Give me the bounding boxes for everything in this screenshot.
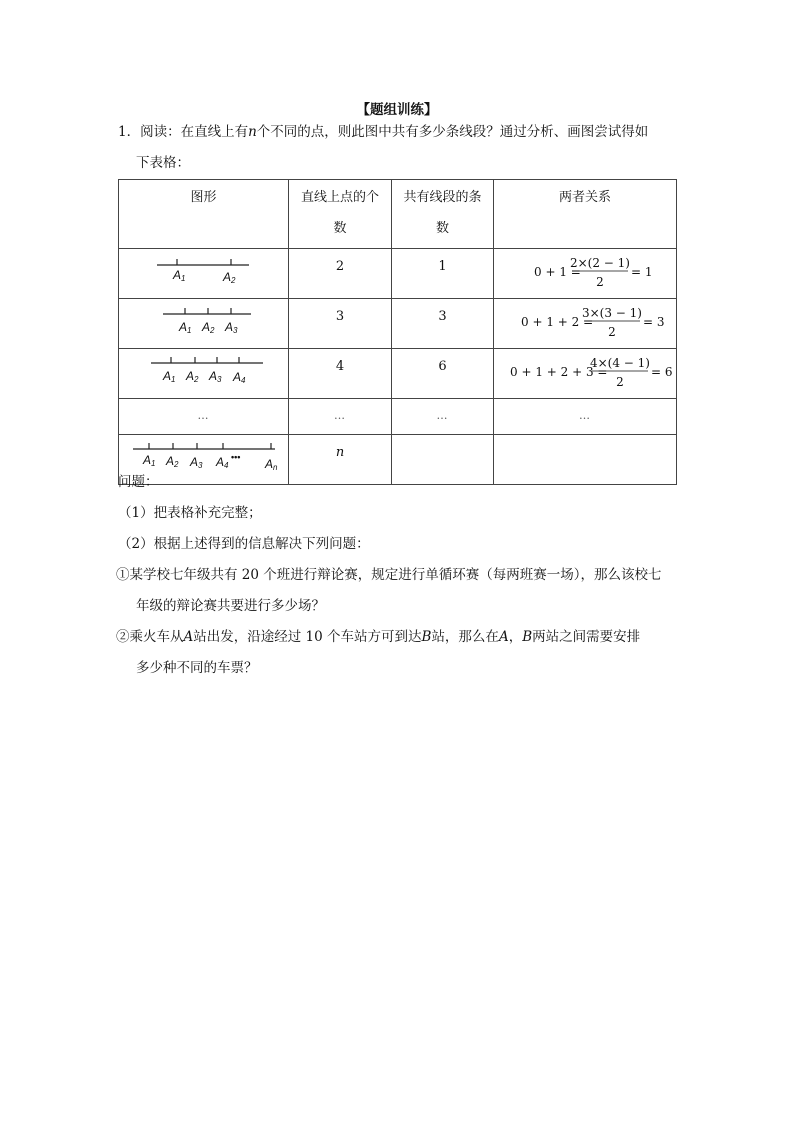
formula-denominator: 2 bbox=[608, 325, 616, 339]
figure-cell bbox=[119, 299, 289, 349]
formula-left: 0 + 1 + 2 = bbox=[521, 315, 594, 329]
formula-left: 0 + 1 = bbox=[534, 265, 581, 279]
point-label: A bbox=[233, 370, 242, 384]
variable-n: n bbox=[248, 124, 257, 140]
ellipsis-text: … bbox=[197, 409, 210, 422]
figure-cell bbox=[119, 249, 289, 299]
question-number: 1． bbox=[118, 124, 141, 140]
point-subscript: 3 bbox=[198, 461, 203, 470]
point-label: A bbox=[202, 320, 211, 334]
point-label: A bbox=[225, 320, 234, 334]
formula-denominator: 2 bbox=[596, 275, 604, 289]
intro-line-1 bbox=[118, 117, 683, 148]
station-a: A bbox=[183, 629, 194, 645]
relation-cell bbox=[494, 399, 677, 435]
problems-label: 问题： bbox=[118, 474, 159, 490]
header-segments bbox=[392, 180, 494, 249]
station-b: B bbox=[421, 629, 432, 645]
point-subscript: 1 bbox=[181, 274, 186, 283]
analysis-table bbox=[118, 179, 677, 485]
q2b-text-2: 站出发，沿途经过 10 个车站方可到达 bbox=[193, 629, 422, 645]
table-row bbox=[119, 249, 677, 299]
point-subscript: 2 bbox=[210, 326, 215, 335]
q2b-text-1: ②乘火车从 bbox=[116, 629, 184, 645]
problems-section bbox=[118, 467, 683, 684]
header-segments-line2: 数 bbox=[435, 221, 449, 236]
formula-numerator: 2×(2 − 1) bbox=[569, 256, 631, 270]
intro-text-b: 个不同的点，则此图中共有多少条线段？通过分析、画图尝试得如 bbox=[256, 124, 649, 140]
points-cell bbox=[289, 249, 392, 299]
point-subscript: 4 bbox=[224, 461, 229, 470]
question-intro bbox=[118, 117, 683, 179]
formula-numerator: 3×(3 − 1) bbox=[581, 306, 643, 320]
point-subscript: 3 bbox=[217, 375, 222, 384]
points-cell bbox=[289, 399, 392, 435]
point-label: A bbox=[186, 369, 195, 383]
formula-left: 0 + 1 + 2 + 3 = bbox=[510, 365, 608, 379]
point-label: A bbox=[163, 369, 172, 383]
points-value: 4 bbox=[335, 359, 345, 374]
table-row bbox=[119, 399, 677, 435]
table-row bbox=[119, 299, 677, 349]
point-subscript: 3 bbox=[233, 326, 238, 335]
header-relation-text: 两者关系 bbox=[558, 190, 611, 205]
ellipsis-dots: ••• bbox=[231, 452, 241, 462]
segments-cell bbox=[392, 349, 494, 399]
points-cell bbox=[289, 349, 392, 399]
segments-cell bbox=[392, 399, 494, 435]
header-points-line1: 直线上点的个 bbox=[300, 190, 379, 205]
point-label: A bbox=[209, 369, 218, 383]
points-cell bbox=[289, 299, 392, 349]
relation-formula bbox=[494, 349, 677, 394]
header-figure-text: 图形 bbox=[190, 190, 217, 205]
question-2b-line2: 多少种不同的车票？ bbox=[136, 660, 258, 676]
point-label: A bbox=[223, 270, 232, 284]
points-value: n bbox=[335, 445, 345, 460]
station-a: A bbox=[498, 629, 509, 645]
table-row bbox=[119, 349, 677, 399]
segments-value: 3 bbox=[438, 309, 447, 324]
table-header-row bbox=[119, 180, 677, 249]
point-subscript: 1 bbox=[187, 326, 192, 335]
segments-cell bbox=[392, 249, 494, 299]
point-subscript: 1 bbox=[151, 459, 156, 468]
point-subscript: n bbox=[273, 463, 278, 472]
segments-cell bbox=[392, 299, 494, 349]
relation-formula bbox=[494, 249, 677, 294]
figure-cell bbox=[119, 399, 289, 435]
relation-formula bbox=[494, 299, 677, 344]
point-subscript: 2 bbox=[231, 276, 236, 285]
header-figure bbox=[119, 180, 289, 249]
point-subscript: 2 bbox=[174, 460, 179, 469]
ellipsis-text: … bbox=[436, 409, 449, 422]
q2b-text-5: 两站之间需要安排 bbox=[532, 629, 641, 645]
four-point-line-figure bbox=[119, 349, 289, 394]
formula-right: = 3 bbox=[643, 315, 665, 329]
points-value: 2 bbox=[335, 259, 345, 274]
point-label: A bbox=[190, 455, 199, 469]
header-points bbox=[289, 180, 392, 249]
point-label: A bbox=[143, 453, 152, 467]
point-label: A bbox=[265, 457, 274, 471]
point-label: A bbox=[179, 320, 188, 334]
formula-numerator: 4×(4 − 1) bbox=[589, 356, 651, 370]
question-2a-line1: ①某学校七年级共有 20 个班进行辩论赛，规定进行单循环赛（每两班赛一场），那么该校七 bbox=[116, 567, 662, 583]
q2b-text-3: 站，那么在 bbox=[431, 629, 499, 645]
three-point-line-figure bbox=[119, 299, 289, 344]
relation-cell bbox=[494, 299, 677, 349]
intro-line-2: 下表格： bbox=[136, 155, 190, 171]
section-title: 【题组训练】 bbox=[356, 102, 438, 118]
figure-cell bbox=[119, 349, 289, 399]
relation-cell bbox=[494, 349, 677, 399]
q2b-text-4: ， bbox=[508, 629, 523, 645]
segments-value: 1 bbox=[438, 259, 447, 274]
question-2: （2）根据上述得到的信息解决下列问题： bbox=[118, 536, 370, 552]
ellipsis-text: … bbox=[334, 409, 346, 422]
question-1: （1）把表格补充完整； bbox=[118, 505, 262, 521]
formula-denominator: 2 bbox=[616, 375, 624, 389]
header-segments-line1: 共有线段的条 bbox=[403, 190, 482, 205]
two-point-line-figure bbox=[119, 249, 289, 294]
point-label: A bbox=[166, 454, 175, 468]
question-2b-line1 bbox=[116, 622, 683, 653]
station-b: B bbox=[522, 629, 533, 645]
point-subscript: 4 bbox=[241, 376, 246, 385]
point-subscript: 1 bbox=[171, 375, 176, 384]
header-relation bbox=[494, 180, 677, 249]
formula-right: = 1 bbox=[631, 265, 653, 279]
points-value: 3 bbox=[335, 309, 345, 324]
header-points-line2: 数 bbox=[333, 221, 347, 236]
intro-text-a: 阅读：在直线上有 bbox=[140, 124, 249, 140]
relation-cell bbox=[494, 249, 677, 299]
formula-right: = 6 bbox=[651, 365, 673, 379]
segments-value: 6 bbox=[438, 359, 447, 374]
question-2a-line2: 年级的辩论赛共要进行多少场？ bbox=[136, 598, 325, 614]
point-label: A bbox=[173, 268, 182, 282]
point-subscript: 2 bbox=[194, 375, 199, 384]
ellipsis-text: … bbox=[579, 409, 591, 422]
point-label: A bbox=[216, 455, 225, 469]
